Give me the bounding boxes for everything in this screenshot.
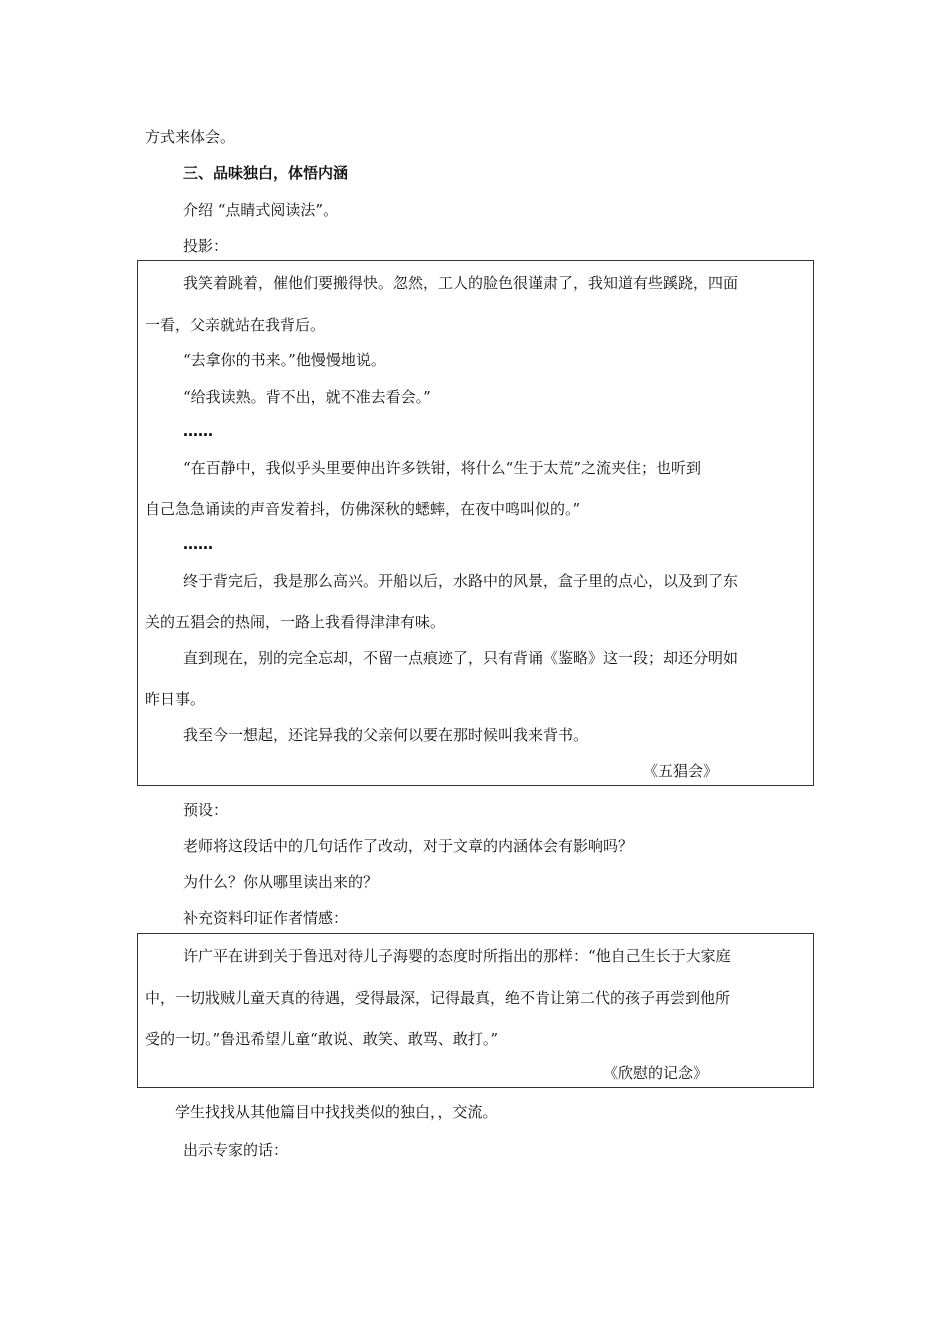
excerpt1-ellipsis-1: …… (183, 422, 213, 440)
excerpt1-line-1: 我笑着跳着，催他们要搬得快。忽然，工人的脸色很谨肃了，我知道有些蹊跷，四面 (183, 274, 739, 292)
supplement-label: 补充资料印证作者情感： (183, 909, 349, 927)
excerpt1-line-11: 直到现在，别的完全忘却，不留一点痕迹了，只有背诵《鉴略》这一段；却还分明如 (183, 649, 739, 667)
excerpt2-line-1: 许广平在讲到关于鲁迅对待儿子海婴的态度时所指出的那样：“他自己生长于大家庭 (183, 947, 731, 965)
excerpt-box-wuchanghui (137, 260, 814, 786)
excerpt1-line-7: 自己急急诵读的声音发着抖，仿佛深秋的蟋蟀，在夜中鸣叫似的。” (145, 500, 581, 518)
excerpt1-line-4: “给我读熟。背不出，就不准去看会。” (183, 388, 431, 406)
projection-label: 投影： (183, 237, 229, 255)
question-1: 老师将这段话中的几句话作了改动，对于文章的内涵体会有影响吗？ (183, 837, 634, 855)
excerpt1-line-2: 一看，父亲就站在我背后。 (145, 316, 326, 334)
intro-tail-text: 方式来体会。 (145, 128, 236, 146)
excerpt1-line-12: 昨日事。 (145, 690, 206, 708)
section-heading: 三、品味独白，体悟内涵 (183, 164, 349, 182)
excerpt2-source: 《欣慰的记念》 (603, 1064, 709, 1082)
excerpt1-source: 《五猖会》 (643, 762, 719, 780)
excerpt1-line-3: “去拿你的书来。”他慢慢地说。 (183, 351, 386, 369)
expert-label: 出示专家的话： (183, 1141, 289, 1159)
excerpt1-line-13: 我至今一想起，还诧异我的父亲何以要在那时候叫我来背书。 (183, 726, 589, 744)
method-intro: 介绍 “点睛式阅读法”。 (183, 201, 339, 219)
excerpt1-ellipsis-2: …… (183, 535, 213, 553)
excerpt1-line-10: 关的五猖会的热闹，一路上我看得津津有味。 (145, 613, 446, 631)
preset-label: 预设： (183, 801, 229, 819)
excerpt-box-xinwei (137, 933, 814, 1088)
excerpt1-line-9: 终于背完后，我是那么高兴。开船以后，水路中的风景，盒子里的点心，以及到了东 (183, 572, 739, 590)
excerpt2-line-2: 中，一切戕贼儿童天真的待遇，受得最深，记得最真，绝不肯让第二代的孩子再尝到他所 (145, 989, 731, 1007)
excerpt1-line-6: “在百静中，我似乎头里要伸出许多铁钳，将什么“生于太荒”之流夹住；也听到 (183, 459, 702, 477)
question-2: 为什么？你从哪里读出来的？ (183, 873, 379, 891)
excerpt2-line-3: 受的一切。”鲁迅希望儿童“敢说、敢笑、敢骂、敢打。” (145, 1030, 499, 1048)
activity-text: 学生找找从其他篇目中找找类似的独白，，交流。 (175, 1103, 498, 1121)
